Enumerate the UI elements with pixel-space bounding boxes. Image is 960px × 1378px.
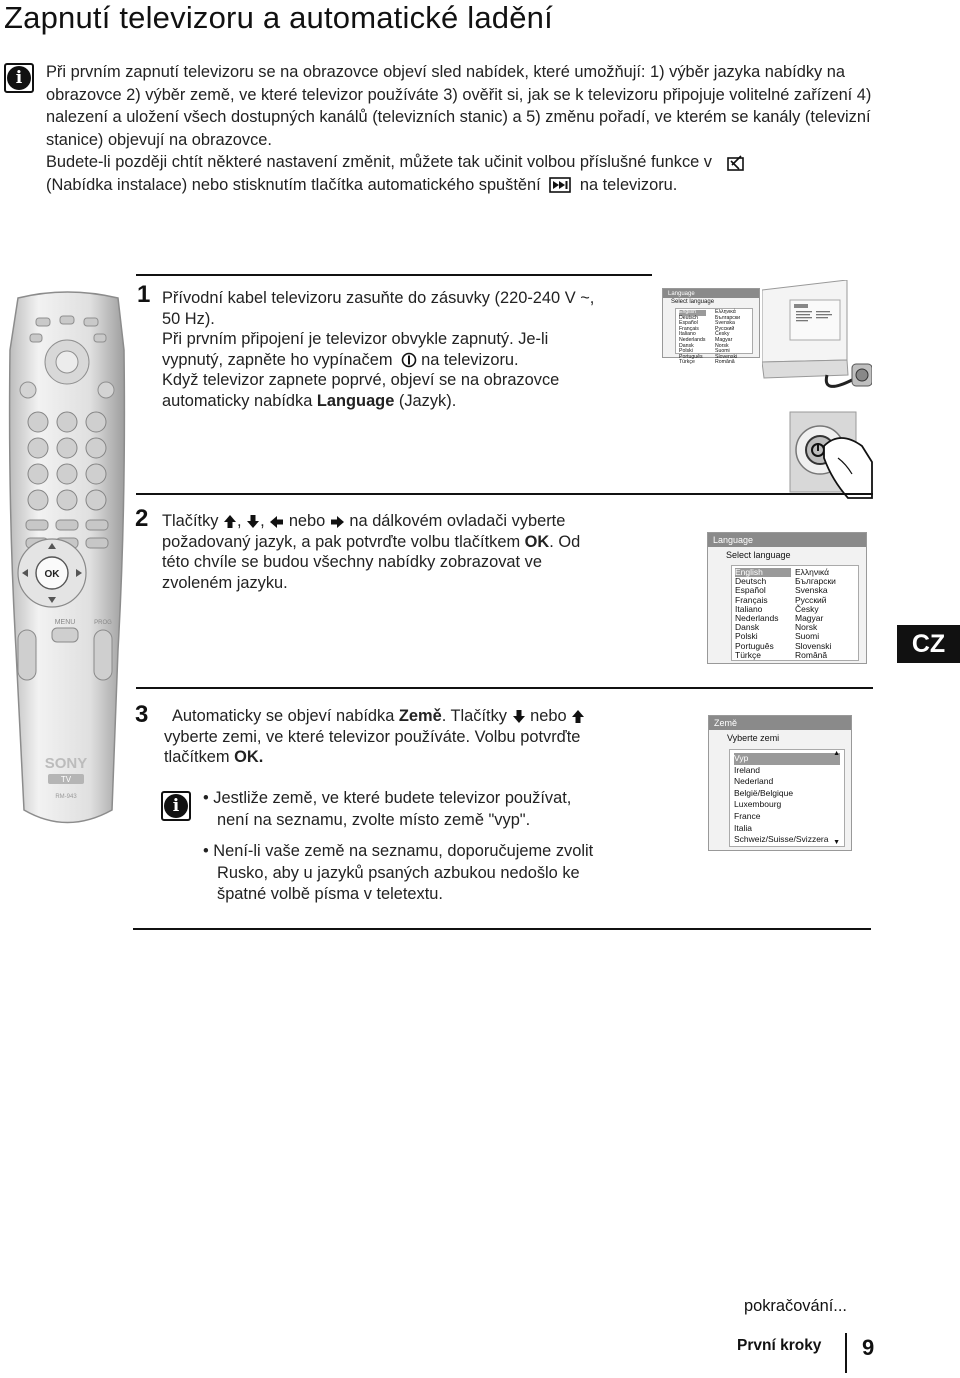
step2-line2 xyxy=(162,532,682,553)
remote-ok-label: OK xyxy=(44,569,60,580)
scroll-up-icon: ▲ xyxy=(833,750,840,757)
intro-paragraph-1: Při prvním zapnutí televizoru se na obrazovce objeví sled nabídek, které umožňují: 1) výběr jazyka nabídky na obrazovce 2) výběr země, ve které televizor používáte 3) ověřit si, jak se k televizoru připojuje volitelné zařízení 4) nalezení a uložení všech dostupných kanálů (televizních stanic) a 5) změnu pořadí, ve kterém se kanály (televizní stanice) objevují na obrazovce. xyxy=(46,63,872,149)
step2-line1-e: na dálkovém ovladači vyberte xyxy=(349,512,566,530)
step3-text xyxy=(164,706,684,768)
info-icon: i xyxy=(161,791,191,821)
country-menu-item[interactable]: Ireland xyxy=(734,764,760,775)
note-2-line3: špatné volbě písma v teletextu. xyxy=(217,885,443,903)
language-menu-item[interactable]: Italiano xyxy=(735,603,763,614)
step2-line2-c: . Od xyxy=(549,532,581,551)
language-menu xyxy=(707,532,867,664)
step3-line1-d: nebo xyxy=(530,707,567,725)
language-menu-col1 xyxy=(735,568,791,660)
language-menu-item[interactable]: Slovenski xyxy=(795,640,832,651)
country-menu-subtitle: Vyberte zemi xyxy=(727,733,780,743)
country-menu xyxy=(708,715,852,851)
small-menu-col1 xyxy=(679,310,706,366)
section-label: První kroky xyxy=(737,1337,822,1354)
step1-top-rule xyxy=(136,274,652,276)
country-menu-item[interactable]: Nederland xyxy=(734,776,774,787)
language-menu-list xyxy=(731,565,859,661)
intro-p2-part-c: na televizoru. xyxy=(579,175,678,194)
small-menu-language-item[interactable]: Magyar xyxy=(715,336,733,343)
step3-line2: vyberte zemi, ve které televizor používáte. Volbu potvrďte xyxy=(164,727,581,746)
small-menu-language-item[interactable]: Italiano xyxy=(679,331,696,338)
country-menu-item[interactable]: Italia xyxy=(734,822,752,833)
country-menu-header: Země xyxy=(709,716,851,730)
note-2-line2: Rusko, aby u jazyků psaných azbukou nedošlo ke xyxy=(217,863,580,882)
step3-line3-a: tlačítkem xyxy=(164,748,230,766)
language-menu-item[interactable]: Česky xyxy=(795,603,819,614)
note-1-line2: není na seznamu, zvolte místo země "vyp". xyxy=(217,810,531,829)
arrow-right-icon xyxy=(330,515,345,529)
remote-model-label: RM-943 xyxy=(55,794,77,800)
step3-top-rule xyxy=(136,687,873,689)
footer-divider xyxy=(845,1333,847,1373)
language-menu-item[interactable]: Türkçe xyxy=(735,649,761,660)
step1-line3: Při prvním připojení je televizor obvykle zapnutý. Je-li xyxy=(162,330,549,348)
step1-line5: Když televizor zapnete poprvé, objeví se na obrazovce xyxy=(162,371,560,389)
arrow-up-icon xyxy=(571,709,585,724)
step2-line4: zvoleném jazyku. xyxy=(162,573,288,592)
step2-number: 2 xyxy=(135,505,149,532)
step2-line1-a: Tlačítky xyxy=(162,512,219,530)
small-menu-language-item[interactable]: Español xyxy=(679,320,698,327)
step1-line6 xyxy=(162,391,657,412)
page-title: Zapnutí televizoru a automatické ladění xyxy=(4,0,553,35)
small-menu-language-item[interactable]: English xyxy=(679,310,706,316)
intro-text xyxy=(46,61,876,196)
language-menu-item[interactable]: Magyar xyxy=(795,613,824,624)
small-menu-language-item[interactable]: Deutsch xyxy=(679,314,699,321)
country-menu-item[interactable]: Vyp xyxy=(734,753,840,765)
small-menu-language-item[interactable]: Suomi xyxy=(715,348,730,355)
country-menu-item[interactable]: Luxembourg xyxy=(734,799,782,810)
small-menu-language-item[interactable]: Slovenski xyxy=(715,353,738,360)
step3-line1 xyxy=(164,706,684,727)
step2-line3: této chvíle se budou všechny nabídky zobrazovat ve xyxy=(162,553,542,571)
step1-line6-b: Language xyxy=(316,391,395,410)
language-menu-item[interactable]: Deutsch xyxy=(735,576,767,587)
continued-label: pokračování... xyxy=(744,1297,847,1315)
step3-number: 3 xyxy=(135,701,149,728)
step1-line1: Přívodní kabel televizoru zasuňte do zásuvky (220-240 V ~, xyxy=(162,289,595,307)
notes-list xyxy=(203,788,663,906)
tv-power-button-illustration xyxy=(788,410,874,500)
step2-top-rule xyxy=(136,493,873,495)
remote-tv-label: TV xyxy=(60,775,72,784)
language-menu-subtitle: Select language xyxy=(726,550,791,560)
small-menu-subtitle: Select language xyxy=(671,299,715,305)
small-menu-language-item[interactable]: Português xyxy=(679,353,703,360)
language-menu-item[interactable]: Română xyxy=(795,649,828,660)
small-menu-language-item[interactable]: Svenska xyxy=(715,320,735,327)
intro-p2-part-a: Budete-li později chtít některé nastavení změnit, můžete tak učinit volbou příslušné funkce v xyxy=(46,153,712,171)
language-menu-header: Language xyxy=(708,533,866,547)
small-menu-language-item[interactable]: Română xyxy=(715,359,735,366)
step1-line4 xyxy=(162,350,657,371)
small-menu-language-item[interactable]: Русский xyxy=(715,325,735,332)
language-menu-item[interactable]: Dansk xyxy=(735,622,760,633)
language-menu-item[interactable]: Ελληνικά xyxy=(795,567,830,577)
auto-start-button-icon xyxy=(549,177,571,193)
arrow-up-icon xyxy=(223,514,237,529)
small-menu-language-item[interactable]: Česky xyxy=(715,331,730,338)
step2-text xyxy=(162,511,682,593)
arrow-down-icon xyxy=(512,709,526,724)
country-menu-item[interactable]: Schweiz/Suisse/Svizzera xyxy=(734,834,829,845)
step2-line1-d: nebo xyxy=(288,512,326,530)
scroll-down-icon: ▼ xyxy=(833,839,840,846)
small-menu-language-item[interactable]: Français xyxy=(679,325,699,332)
step1-line2: 50 Hz). xyxy=(162,309,215,328)
small-menu-list xyxy=(675,308,753,366)
country-menu-items xyxy=(734,753,840,846)
remote-brand-logo: SONY xyxy=(44,755,88,772)
language-menu-item[interactable]: Polski xyxy=(735,631,758,642)
small-menu-language-item[interactable]: Polski xyxy=(679,348,693,355)
country-menu-list xyxy=(729,749,845,847)
step1-line6-c: (Jazyk). xyxy=(398,391,457,410)
small-menu-col2 xyxy=(715,310,740,366)
remote-menu-label: MENU xyxy=(54,619,76,626)
step2-line2-a: požadovaný jazyk, a pak potvrďte volbu tlačítkem xyxy=(162,532,521,551)
tv-screen-language-menu-small xyxy=(662,288,760,366)
step2-line1-b: , xyxy=(237,512,247,530)
step3-line1-b: Země xyxy=(398,707,442,725)
remote-control-image xyxy=(0,290,135,835)
language-badge: CZ xyxy=(897,625,960,663)
small-menu-language-item[interactable]: Ελληνικά xyxy=(715,309,736,315)
step1-line4-a: vypnutý, zapněte ho vypínačem xyxy=(162,350,393,369)
language-menu-item[interactable]: Nederlands xyxy=(735,613,779,624)
language-menu-item[interactable]: Български xyxy=(795,576,836,587)
language-menu-item[interactable]: Suomi xyxy=(795,631,820,642)
country-menu-item[interactable]: België/Belgique xyxy=(734,787,794,798)
step2-line2-b: OK xyxy=(524,532,550,551)
step1-line4-b: na televizoru. xyxy=(421,350,519,369)
tv-and-plug-illustration xyxy=(762,280,872,400)
note-1-line1: • Jestliže země, ve které budete televizor používat, xyxy=(203,789,572,807)
arrow-left-icon xyxy=(269,515,284,529)
language-menu-col2 xyxy=(795,568,836,660)
small-menu-language-item[interactable]: Nederlands xyxy=(679,336,706,343)
step3-line1-a: Automaticky se objeví nabídka xyxy=(172,707,395,725)
language-menu-item[interactable]: Español xyxy=(735,585,766,596)
step3-line3 xyxy=(164,747,684,768)
note-2-line1: • Není-li vaše země na seznamu, doporučujeme zvolit xyxy=(203,842,594,860)
step1-text xyxy=(162,288,657,411)
small-menu-language-item[interactable]: Български xyxy=(715,314,740,321)
language-menu-item[interactable]: English xyxy=(735,568,791,577)
step1-line6-a: automaticky nabídka xyxy=(162,391,313,410)
remote-prog-label: PROG xyxy=(94,620,112,626)
intro-p2-part-b: (Nabídka instalace) nebo stisknutím tlačítka automatického spuštění xyxy=(46,175,541,194)
small-menu-header: Language xyxy=(663,289,759,298)
language-menu-item[interactable]: Français xyxy=(735,594,768,605)
language-menu-item[interactable]: Português xyxy=(735,640,774,651)
intro-paragraph-2 xyxy=(46,151,876,196)
language-menu-item[interactable]: Русский xyxy=(795,594,827,605)
arrow-down-icon xyxy=(246,514,260,529)
small-menu-language-item[interactable]: Dansk xyxy=(679,342,694,349)
small-menu-language-item[interactable]: Norsk xyxy=(715,342,729,349)
step1-number: 1 xyxy=(137,281,151,308)
info-icon: i xyxy=(4,63,34,93)
step3-line3-b: OK. xyxy=(234,748,264,766)
country-menu-item[interactable]: France xyxy=(734,810,761,821)
page-number: 9 xyxy=(862,1335,875,1360)
language-menu-item[interactable]: Svenska xyxy=(795,585,828,596)
bottom-rule xyxy=(133,928,871,930)
installation-menu-icon xyxy=(725,153,747,173)
power-switch-icon xyxy=(401,352,417,368)
small-menu-language-item[interactable]: Türkçe xyxy=(679,359,695,366)
step2-line1 xyxy=(162,511,682,532)
step2-line1-c: , xyxy=(260,512,270,530)
language-menu-item[interactable]: Norsk xyxy=(795,622,818,633)
step3-line1-c: . Tlačítky xyxy=(441,707,507,725)
